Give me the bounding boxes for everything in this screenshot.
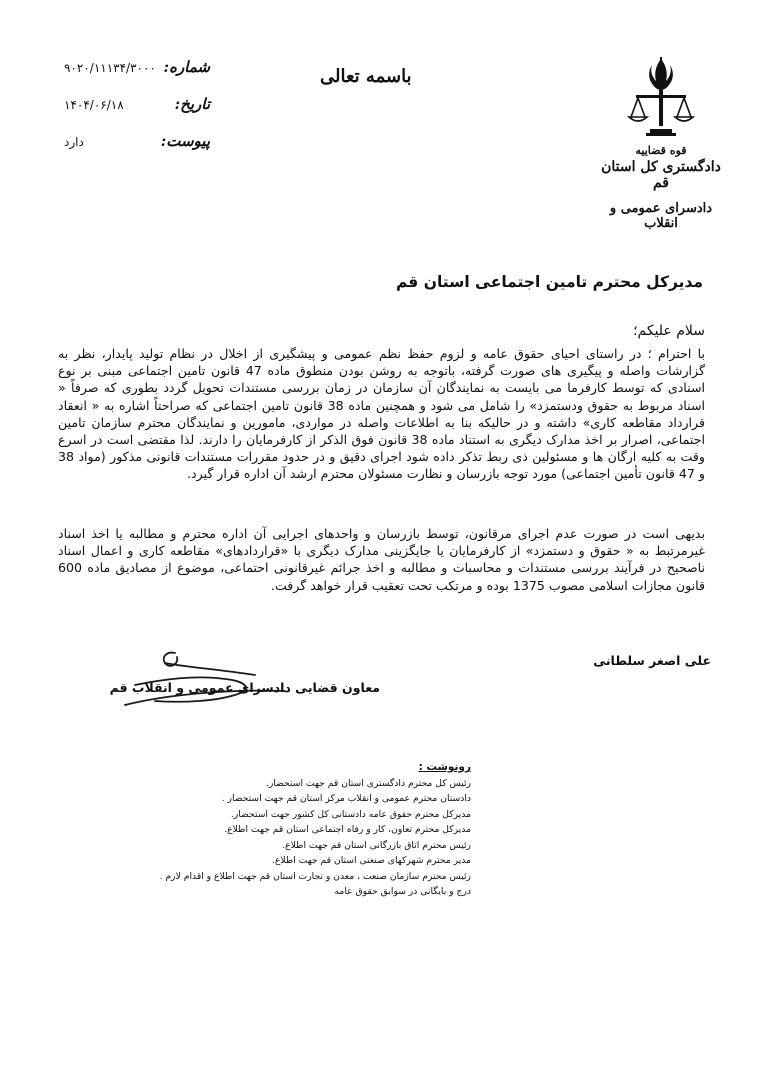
signature-block — [100, 645, 290, 705]
meta-attachment-label: پیوست: — [160, 132, 210, 150]
cc-item: مدیرکل محترم تعاون، کار و رفاه اجتماعی استان قم جهت اطلاع. — [224, 824, 471, 835]
cc-item: درج و بایگانی در سوابق حقوق عامه — [334, 886, 471, 897]
judiciary-emblem-icon — [626, 55, 696, 140]
org-provincial-court: دادگستری کل استان قم — [601, 159, 721, 191]
meta-number-row — [60, 58, 210, 95]
signatory-title: معاون قضایی دادسرای عمومی و انقلاب قم — [109, 680, 380, 695]
cc-item: مدیر محترم شهرکهای صنعتی استان قم جهت اطلاع. — [272, 855, 471, 866]
meta-attachment-value: دارد — [64, 135, 84, 149]
meta-number-label: شماره: — [163, 58, 210, 76]
body-paragraph-1: با احترام ؛ در راستای احیای حقوق عامه و لزوم حفظ نظم عمومی و پیشگیری از اخلال در نظام تولید پایدار، نظر به گزارشات واصله و پیگیری های صورت گرفته، باتوجه به روشن بودن منطوق ماده 47 قانون تامین اجتماعی مبنی بر نوع اسنادی که توسط کارفرما می بایست به نمایندگان آن سازمان در زمان بررسی مستندات تحویل گردد بطوری که صرفاً « اسناد مربوط به حقوق ودستمزد» را شامل می شود و همچنین ماده 38 قانون تامین اجتماعی که صراحتاً اشاره به « انعقاد قرارداد مقاطعه کاری» داشته و در حالیکه بنا به اطلاعات واصله در مواردی، مامورین و نمایندگان محترم سازمان تامین اجتماعی، اصرار بر اخذ مدارک دیگری به استناد ماده 38 قانون فوق الذکر از کارفرمایان را دارند. لذا مقتضی است در اسرع وقت به کلیه ارگان ها و مسئولین ذی ربط تذکر داده شود اجرای دقیق و در حدود مقررات مستندات قانونی مذکور (مواد 38 و 47 قانون تأمین اجتماعی) مورد توجه بازرسان و نظارت مسئولان محترم ارشد آن اداره قرار گیرد. — [58, 346, 705, 482]
judiciary-header — [601, 55, 721, 231]
cc-item: رئیس کل محترم دادگستری استان قم جهت استحضار. — [265, 777, 471, 789]
cc-item: رئیس محترم سازمان صنعت ، معدن و تجارت استان قم جهت اطلاع و اقدام لازم . — [159, 870, 471, 882]
cc-title: رونوشت : — [418, 761, 471, 773]
salutation: سلام علیکم؛ — [633, 323, 705, 339]
meta-number-value: ۹۰۲۰/۱۱۱۳۴/۳۰۰۰ — [64, 61, 156, 75]
meta-date-label: تاریخ: — [174, 95, 210, 113]
cc-list — [71, 760, 471, 900]
signatory-name: علی اصغر سلطانی — [593, 653, 711, 668]
cc-item: دادستان محترم عمومی و انقلاب مرکز استان قم جهت استحضار . — [221, 793, 471, 804]
meta-date-value: ۱۴۰۴/۰۶/۱۸ — [64, 98, 124, 112]
meta-date-row — [60, 95, 210, 132]
cc-item: رئیس محترم اتاق بازرگانی استان قم جهت اطلاع. — [282, 839, 471, 851]
org-judiciary: قوه قضاییه — [635, 144, 687, 157]
invocation-heading: باسمه تعالی — [320, 66, 412, 87]
body-paragraph-2: بدیهی است در صورت عدم اجرای مرقانون، توسط بازرسان و واحدهای اجرایی آن اداره محترم و مطالبه یا اخذ اسناد غیرمرتبط به « حقوق و دستمزد» از کارفرمایان یا جایگزینی مدارک دیگری با «قراردادهای» مقاطعه کاری و اعمال اسناد ناصحیح در فرآیند بررسی مستندات و محاسبات و مطالبه و اخذ جرائم غیرقانونی احتماعی، موضوع از مصادیق ماده 600 قانون مجازات اسلامی مصوب 1375 بوده و مرتکب تحت تعقیب قرار خواهد گرفت. — [58, 526, 705, 593]
meta-attachment-row — [60, 132, 210, 169]
cc-item: مدیرکل محترم حقوق عامه دادستانی کل کشور جهت استحضار. — [230, 808, 471, 820]
org-prosecution-office: دادسرای عمومی و انقلاب — [609, 201, 713, 231]
letter-meta — [60, 58, 210, 169]
addressee: مدیرکل محترم تامین اجتماعی استان قم — [396, 273, 703, 291]
